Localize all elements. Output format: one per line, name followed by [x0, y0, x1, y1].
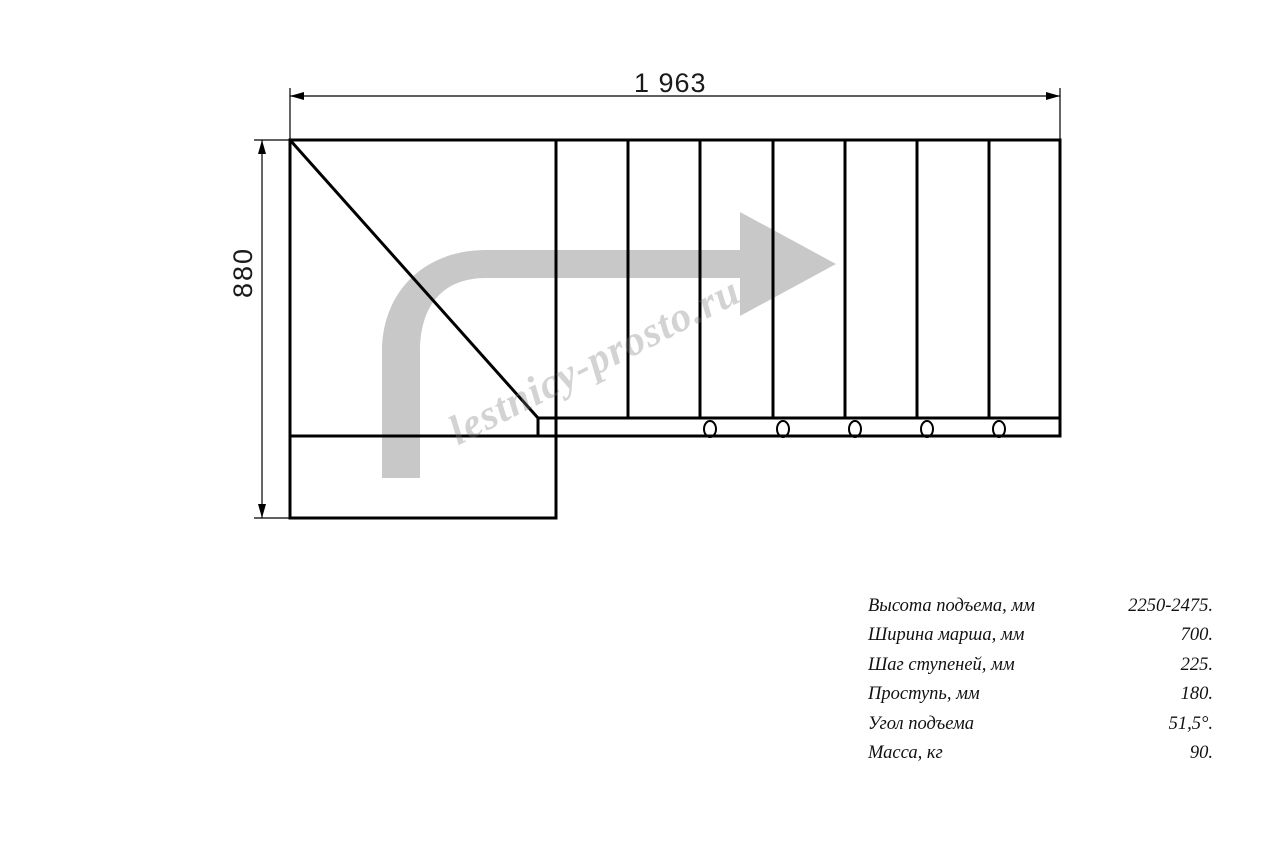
- direction-arrow: [382, 212, 836, 478]
- spec-value: 90.: [1189, 743, 1213, 764]
- spec-name: Проступь, мм: [868, 684, 980, 705]
- table-row: [868, 651, 1213, 680]
- watermark-text: lestnicy-prosto.ru: [441, 268, 748, 455]
- spec-rows: [868, 592, 1213, 768]
- spec-value: 225.: [1180, 654, 1213, 675]
- table-row: [868, 621, 1213, 650]
- height-dimension: [254, 140, 292, 518]
- height-dimension-label: 880: [228, 246, 258, 298]
- table-row: [868, 680, 1213, 709]
- spec-value: 180.: [1180, 684, 1213, 705]
- spec-value: 51,5°.: [1168, 713, 1213, 734]
- table-row: [868, 592, 1213, 621]
- specifications-table: [868, 592, 1213, 768]
- spec-name: Ширина марша, мм: [868, 625, 1025, 646]
- spec-value: 700.: [1180, 625, 1213, 646]
- spec-value: 2250-2475.: [1128, 596, 1213, 616]
- step-risers: [556, 140, 989, 418]
- spec-name: Шаг ступеней, мм: [868, 654, 1015, 675]
- table-row: [868, 739, 1213, 768]
- spec-name: Высота подъема, мм: [868, 596, 1035, 616]
- width-dimension-label: 1 963: [634, 68, 707, 98]
- spec-name: Угол подъема: [868, 713, 975, 734]
- spec-name: Масса, кг: [868, 743, 943, 764]
- table-row: [868, 710, 1213, 739]
